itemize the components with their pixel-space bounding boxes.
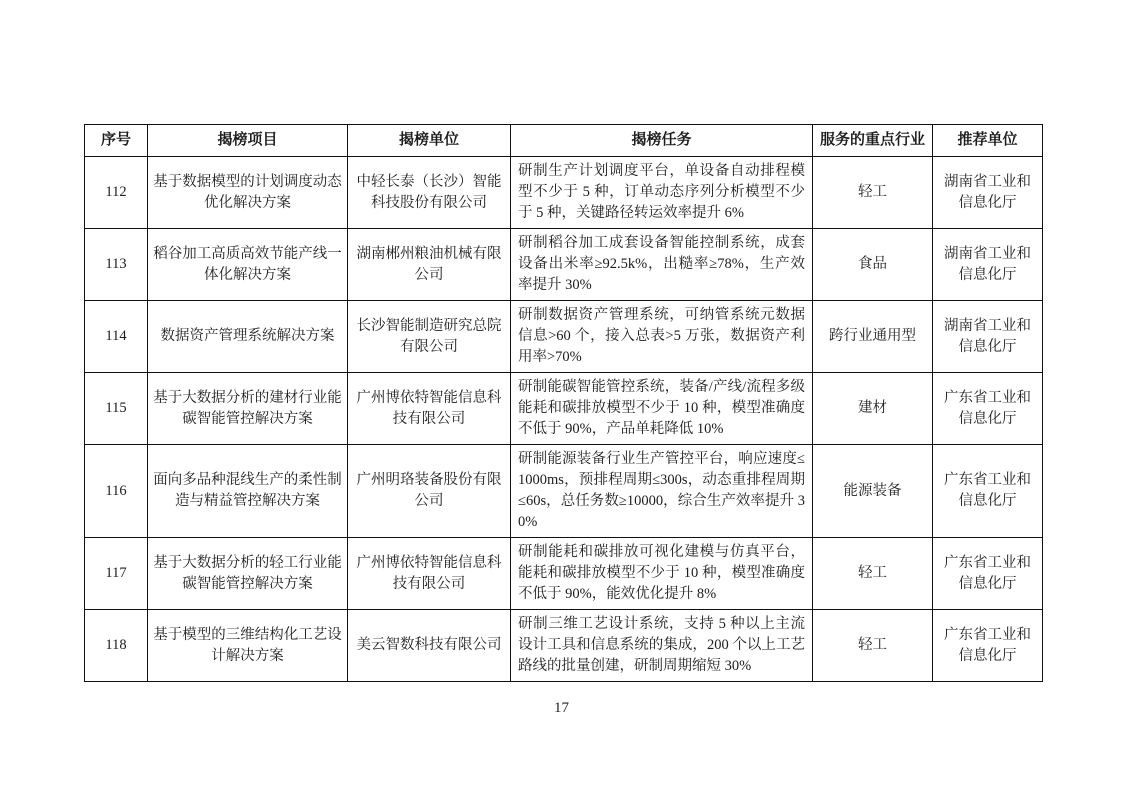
project-name: 基于数据模型的计划调度动态优化解决方案 bbox=[148, 157, 348, 229]
industry: 食品 bbox=[813, 229, 933, 301]
task-description: 研制生产计划调度平台，单设备自动排程模型不少于 5 种，订单动态序列分析模型不少于 5 种，关键路径转运效率提升 6% bbox=[511, 157, 813, 229]
row-index: 117 bbox=[85, 538, 148, 610]
unit-name: 湖南郴州粮油机械有限公司 bbox=[348, 229, 511, 301]
page-number: 17 bbox=[554, 700, 569, 716]
row-index: 118 bbox=[85, 610, 148, 682]
unit-name: 美云智数科技有限公司 bbox=[348, 610, 511, 682]
unit-name: 中轻长泰（长沙）智能科技股份有限公司 bbox=[348, 157, 511, 229]
project-name: 基于模型的三维结构化工艺设计解决方案 bbox=[148, 610, 348, 682]
task-description: 研制能源装备行业生产管控平台，响应速度≤1000ms，预排程周期≤300s，动态重排程周期≤60s，总任务数≥10000，综合生产效率提升 30% bbox=[511, 445, 813, 538]
row-index: 112 bbox=[85, 157, 148, 229]
header-industry: 服务的重点行业 bbox=[813, 125, 933, 157]
table-row bbox=[85, 301, 1043, 373]
row-index: 115 bbox=[85, 373, 148, 445]
unit-name: 广州明珞装备股份有限公司 bbox=[348, 445, 511, 538]
recommender: 湖南省工业和信息化厅 bbox=[933, 157, 1043, 229]
unit-name: 广州博依特智能信息科技有限公司 bbox=[348, 373, 511, 445]
table-row bbox=[85, 538, 1043, 610]
header-unit: 揭榜单位 bbox=[348, 125, 511, 157]
project-name: 基于大数据分析的轻工行业能碳智能管控解决方案 bbox=[148, 538, 348, 610]
recommender: 湖南省工业和信息化厅 bbox=[933, 301, 1043, 373]
row-index: 114 bbox=[85, 301, 148, 373]
task-description: 研制数据资产管理系统，可纳管系统元数据信息>60 个，接入总表>5 万张，数据资产利用率>70% bbox=[511, 301, 813, 373]
recommender: 广东省工业和信息化厅 bbox=[933, 538, 1043, 610]
header-task: 揭榜任务 bbox=[511, 125, 813, 157]
solutions-table bbox=[84, 124, 1043, 682]
table-row bbox=[85, 373, 1043, 445]
industry: 轻工 bbox=[813, 610, 933, 682]
industry: 跨行业通用型 bbox=[813, 301, 933, 373]
industry: 轻工 bbox=[813, 538, 933, 610]
industry: 建材 bbox=[813, 373, 933, 445]
unit-name: 广州博依特智能信息科技有限公司 bbox=[348, 538, 511, 610]
industry: 能源装备 bbox=[813, 445, 933, 538]
recommender: 广东省工业和信息化厅 bbox=[933, 445, 1043, 538]
recommender: 广东省工业和信息化厅 bbox=[933, 373, 1043, 445]
header-index: 序号 bbox=[85, 125, 148, 157]
header-recommender: 推荐单位 bbox=[933, 125, 1043, 157]
table-row bbox=[85, 610, 1043, 682]
task-description: 研制能碳智能管控系统，装备/产线/流程多级能耗和碳排放模型不少于 10 种，模型准确度不低于 90%，产品单耗降低 10% bbox=[511, 373, 813, 445]
recommender: 广东省工业和信息化厅 bbox=[933, 610, 1043, 682]
project-name: 面向多品种混线生产的柔性制造与精益管控解决方案 bbox=[148, 445, 348, 538]
header-project: 揭榜项目 bbox=[148, 125, 348, 157]
unit-name: 长沙智能制造研究总院有限公司 bbox=[348, 301, 511, 373]
table-row bbox=[85, 445, 1043, 538]
recommender: 湖南省工业和信息化厅 bbox=[933, 229, 1043, 301]
table-row bbox=[85, 157, 1043, 229]
table-row bbox=[85, 229, 1043, 301]
row-index: 113 bbox=[85, 229, 148, 301]
task-description: 研制能耗和碳排放可视化建模与仿真平台，能耗和碳排放模型不少于 10 种，模型准确度不低于 90%，能效优化提升 8% bbox=[511, 538, 813, 610]
row-index: 116 bbox=[85, 445, 148, 538]
task-description: 研制三维工艺设计系统，支持 5 种以上主流设计工具和信息系统的集成，200 个以上工艺路线的批量创建，研制周期缩短 30% bbox=[511, 610, 813, 682]
project-name: 基于大数据分析的建材行业能碳智能管控解决方案 bbox=[148, 373, 348, 445]
project-name: 稻谷加工高质高效节能产线一体化解决方案 bbox=[148, 229, 348, 301]
industry: 轻工 bbox=[813, 157, 933, 229]
project-name: 数据资产管理系统解决方案 bbox=[148, 301, 348, 373]
task-description: 研制稻谷加工成套设备智能控制系统，成套设备出米率≥92.5k%，出糙率≥78%，生产效率提升 30% bbox=[511, 229, 813, 301]
table-header-row bbox=[85, 125, 1043, 157]
